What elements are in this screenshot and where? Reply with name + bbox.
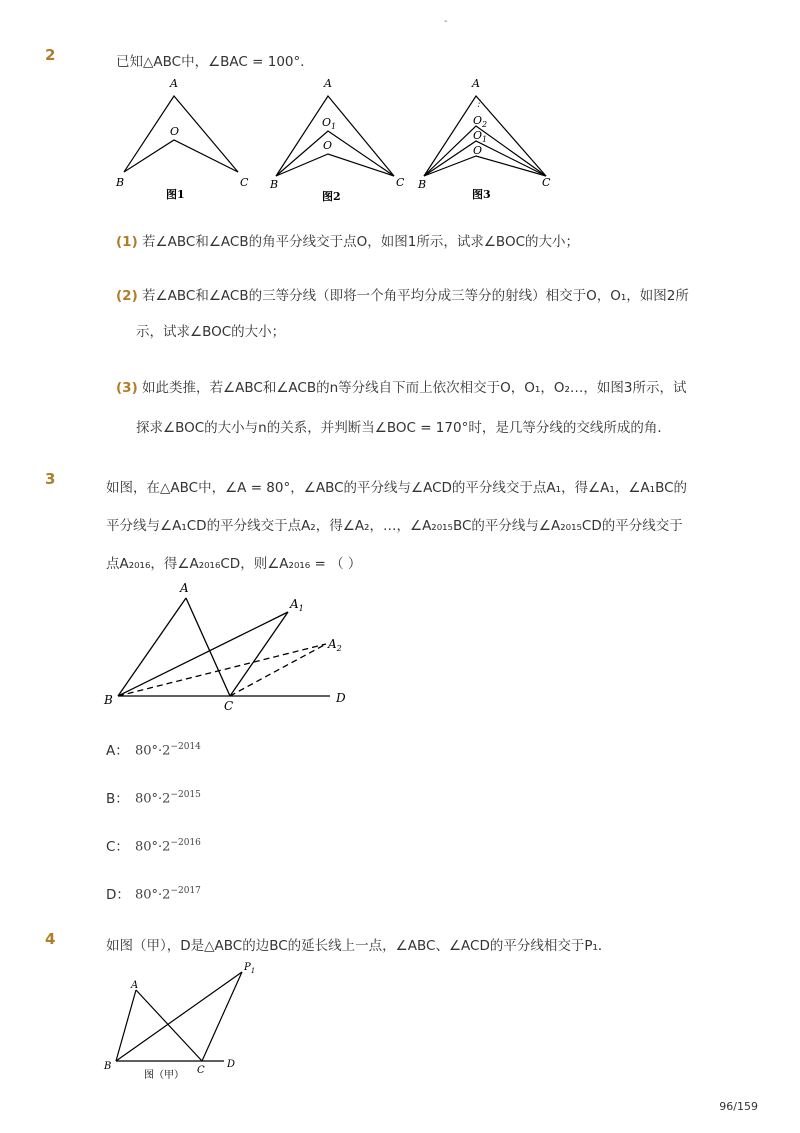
q3-option-c-label[interactable]: C： <box>106 839 129 855</box>
fig2-caption: 图2 <box>322 190 341 203</box>
q2-sub2-text-b: 示，试求∠BOC的大小； <box>136 324 286 340</box>
q3-option-b-value[interactable]: $80^\circ\cdot 2^{-2015}$ <box>135 790 201 807</box>
fig3-label-o1: $O_1$ <box>473 129 488 144</box>
q2-sub2-text-a: 若∠ABC和∠ACB的三等分线（即将一个角平均分成三等分的射线）相交于O，O₁，如图2所 <box>142 288 689 304</box>
q3-label-c: C <box>224 699 234 713</box>
fig3-label-b: B <box>418 178 427 191</box>
fig2-trisector-o1 <box>276 131 394 176</box>
fig3-label-o2: $O_2$ <box>473 114 488 129</box>
fig1-label-a: A <box>170 77 178 90</box>
q3-label-a: A <box>180 581 189 595</box>
q3-line3: 点A₂₀₁₆，得∠A₂₀₁₆CD，则∠A₂₀₁₆ = （ ） <box>106 556 362 572</box>
fig1-bisectors <box>124 140 238 172</box>
fig1-label-c: C <box>240 176 249 189</box>
question-number-2: 2 <box>45 46 56 64</box>
q3-line-ca1 <box>230 612 288 696</box>
q4-label-c: C <box>197 1065 205 1076</box>
q4-label-d: D <box>227 1059 236 1070</box>
fig2-label-o: O <box>323 139 333 152</box>
q3-label-a2: $A_2$ <box>328 637 342 653</box>
fig3-label-c: C <box>542 176 551 189</box>
q2-sub3-text-a: 如此类推，若∠ABC和∠ACB的n等分线自下而上依次相交于O，O₁，O₂…，如图3所示，试 <box>142 380 687 396</box>
q3-option-a-value[interactable]: $80^\circ\cdot 2^{-2014}$ <box>135 742 201 759</box>
page-number: 96/159 <box>719 1100 758 1113</box>
q2-sub3-text-b: 探求∠BOC的大小与n的关系，并判断当∠BOC = 170°时，是几等分线的交线所成的角． <box>136 420 671 436</box>
q3-line-ca2 <box>230 644 326 696</box>
q3-option-b-label[interactable]: B： <box>106 791 129 807</box>
fig1-label-b: B <box>116 176 125 189</box>
q2-sub2 <box>116 284 689 304</box>
fig2-trisector-o <box>276 154 394 176</box>
q3-option-a-label[interactable]: A： <box>106 743 129 759</box>
q3-line-ba <box>118 598 186 696</box>
fig1-caption: 图1 <box>166 188 185 201</box>
q4-label-b: B <box>104 1061 112 1072</box>
q3-line2: 平分线与∠A₁CD的平分线交于点A₂，得∠A₂，…，∠A₂₀₁₅BC的平分线与∠A₂₀₁₅CD的平分线交于 <box>106 518 683 534</box>
q2-sub1 <box>116 230 579 250</box>
fig3-label-o: O <box>473 144 483 157</box>
fig3-dots: ⋮ <box>474 99 483 109</box>
fig2-label-o1: $O_1$ <box>322 116 337 131</box>
question-number-3: 3 <box>45 470 56 488</box>
fig3-label-a: A <box>472 77 480 90</box>
q2-sub2-label: (2) <box>116 288 138 304</box>
fig1-label-o: O <box>170 125 180 138</box>
q2-figures <box>110 74 560 204</box>
q4-line-ba <box>116 990 136 1061</box>
q3-option-c-value[interactable]: $80^\circ\cdot 2^{-2016}$ <box>135 838 201 855</box>
q3-option-d-label[interactable]: D： <box>106 887 130 903</box>
q4-caption: 图（甲） <box>144 1070 184 1081</box>
q3-line1: 如图，在△ABC中，∠A = 80°，∠ABC的平分线与∠ACD的平分线交于点A₁，得∠A₁，∠A₁BC的 <box>106 480 688 496</box>
fig3-caption: 图3 <box>472 188 491 201</box>
q2-sub3 <box>116 376 686 396</box>
header-mark: - <box>444 16 448 27</box>
fig2-label-a: A <box>324 77 332 90</box>
q3-label-d: D <box>336 691 346 705</box>
q3-option-d-value[interactable]: $80^\circ\cdot 2^{-2017}$ <box>135 886 201 903</box>
fig2-label-c: C <box>396 176 405 189</box>
q3-label-b: B <box>104 693 113 707</box>
q4-line1: 如图（甲），D是△ABC的边BC的延长线上一点，∠ABC、∠ACD的平分线相交于P₁． <box>106 938 612 954</box>
q3-line-ba1 <box>118 612 288 696</box>
q4-label-a: A <box>131 980 139 991</box>
q2-sub3-label: (3) <box>116 380 138 396</box>
q3-label-a1: $A_1$ <box>290 597 304 613</box>
q2-stem: 已知△ABC中，∠BAC = 100°． <box>116 54 314 70</box>
fig2-label-b: B <box>270 178 279 191</box>
q4-line-ac <box>136 990 202 1061</box>
q3-figure <box>100 576 360 716</box>
q3-line-ac <box>186 598 230 696</box>
q2-sub1-label: (1) <box>116 234 138 250</box>
q2-sub1-text: 若∠ABC和∠ACB的角平分线交于点O，如图1所示，试求∠BOC的大小； <box>142 234 580 250</box>
q4-line-cp1 <box>202 972 242 1061</box>
question-number-4: 4 <box>45 930 56 948</box>
q4-figure <box>100 958 270 1083</box>
q4-label-p1: $P_1$ <box>244 962 256 975</box>
